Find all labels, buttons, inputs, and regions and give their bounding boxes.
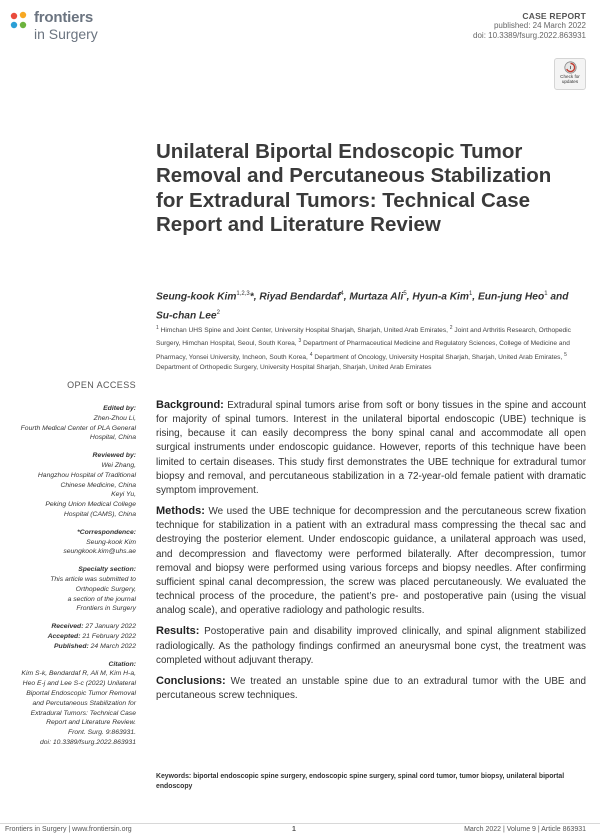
journal-brand: frontiers <box>34 9 94 26</box>
affiliation-text: Department of Pharmaceutical Medicine and Regulatory Sciences, College of Medicine and Pharmacy, Yonsei University, Incheon, South Korea, <box>156 340 570 362</box>
author-separator: , <box>343 291 350 303</box>
accepted-date: Accepted: 21 February 2022 <box>47 632 136 640</box>
sidebar-line: Kim S-k, Bendardaf R, Ali M, Kim H-a, <box>21 670 136 678</box>
footer-divider <box>0 823 600 824</box>
author-name[interactable]: Riyad Bendardaf <box>259 291 341 303</box>
correspondence-label: *Correspondence: <box>77 528 136 536</box>
sidebar-line: seungkook.kim@uhs.ae <box>63 548 136 556</box>
published-date: published: 24 March 2022 <box>493 21 586 30</box>
article-sidebar <box>4 404 136 748</box>
frontiers-logo-icon <box>8 10 30 32</box>
author-affiliation-mark: 1 <box>544 291 548 297</box>
abstract-background: Background: Extradural spinal tumors arise from soft or bony tissues in the spine and account for majority of spinal tumors. Interest in the unilateral biportal endoscopic (UBE) technique is rising, because it can easily decompress the bony spinal canal and accommodate all open surgical instruments under endoscopic guidance. However, reports of this technique have been limited to certain diseases. This study first demonstrates the UBE technique for extradural tumor biopsy and removal, and percutaneous stabilization in a 72-year-old female patient with dramatic symptom improvement. <box>156 399 586 496</box>
reviewed-by-label: Reviewed by: <box>92 452 136 460</box>
sidebar-line: Chinese Medicine, China <box>60 481 136 489</box>
citation <box>4 669 136 747</box>
sidebar-line: Front. Surg. 9:863931. <box>67 729 136 737</box>
affiliation-text: Joint and Arthritis Research, Orthopedic Surgery, Himchan Hospital, Seoul, South Korea, <box>156 327 571 348</box>
affiliation-text: Department of Oncology, University Hospital Sharjah, Sharjah, United Arab Emirates, <box>312 354 565 362</box>
correspondence[interactable] <box>4 538 136 558</box>
author-name[interactable]: Seung-kook Kim <box>156 291 237 303</box>
affiliation-text: Himchan UHS Spine and Joint Center, University Hospital Sharjah, Sharjah, United Arab Emirates, <box>158 327 450 335</box>
abstract-methods: Methods: We used the UBE technique for decompression and the percutaneous screw fixation technique for stabilization in a patient with an extradural mass compressing the thecal sac and destroying the posterior element. Under endoscopic guidance, a unilateral approach was used, and decompression and flavectomy were performed bilaterally. After decompression, tumor removal and biopsy were performed using various forceps and biopsy needles. After confirming sufficient spinal canal decompression, the screw was placed percutaneously. We evaluated the technical process of the procedure, the patient’s pre- and postoperative pain (using the visual analog scale), and operative radiology and pathologic results. <box>156 505 586 617</box>
author-list <box>156 286 586 325</box>
sidebar-line: Frontiers in Surgery <box>76 605 136 613</box>
sidebar-line: Report and Literature Review. <box>46 719 136 727</box>
sidebar-line: Extradural Tumors: Technical Case <box>30 709 136 717</box>
sidebar-line: Orthopedic Surgery, <box>75 585 136 593</box>
article-type: CASE REPORT <box>522 11 586 21</box>
article-header-info <box>366 11 586 41</box>
sidebar-line: Biportal Endoscopic Tumor Removal <box>26 689 136 697</box>
sidebar-line: Seung-kook Kim <box>86 538 136 546</box>
sidebar-line: Keyi Yu, <box>111 491 136 499</box>
author-name[interactable]: Hyun-a Kim <box>412 291 469 303</box>
article-title: Unilateral Biportal Endoscopic Tumor Removal and Percutaneous Stabilization for Extradural Tumors: Technical Case Report and Literature Review <box>156 140 552 236</box>
author-separator: , <box>472 291 478 303</box>
edited-by <box>4 414 136 443</box>
sidebar-line: Hospital, China <box>89 434 136 442</box>
specialty-section <box>4 575 136 614</box>
open-access-label: OPEN ACCESS <box>67 380 136 390</box>
check-updates-line2: updates <box>561 79 579 84</box>
author-affiliation-mark: 4 <box>340 291 344 297</box>
affiliation-number: 3 <box>298 338 302 345</box>
sidebar-line: Peking Union Medical College <box>45 501 136 509</box>
author-affiliation-mark: 5 <box>403 291 407 297</box>
sidebar-line: Fourth Medical Center of PLA General <box>20 424 136 432</box>
received-date: Received: 27 January 2022 <box>51 623 136 631</box>
author-separator: *, <box>249 291 260 303</box>
author-separator: , <box>406 291 413 303</box>
sidebar-line: Hangzhou Hospital of Traditional <box>37 471 136 479</box>
abstract-results: Results: Postoperative pain and disability improved clinically, and spinal alignment stabilized radiologically. As the pathology findings confirmed an aneurysmal bone cyst, the treatment was completed without adjuvant therapy. <box>156 625 586 666</box>
author-affiliation-mark: 1,2,3 <box>236 291 250 297</box>
sidebar-line: Hospital (CAMS), China <box>63 510 136 518</box>
edited-by-label: Edited by: <box>103 405 136 412</box>
affiliation-number: 5 <box>564 351 567 358</box>
sidebar-line: Heo E-j and Lee S-c (2022) Unilateral <box>22 680 136 688</box>
footer-volume-info: March 2022 | Volume 9 | Article 863931 <box>464 826 586 833</box>
sidebar-line: doi: 10.3389/fsurg.2022.863931 <box>40 738 136 746</box>
published-date-sidebar: Published: 24 March 2022 <box>54 642 136 650</box>
affiliation-text: Department of Orthopedic Surgery, University Hospital Sharjah, Sharjah, United Arab Emirates <box>156 364 432 372</box>
author-affiliation-mark: 1 <box>468 291 473 297</box>
abstract <box>156 398 586 709</box>
affiliation-number: 2 <box>449 325 453 331</box>
sidebar-line: Zhen-Zhou Li, <box>93 414 136 422</box>
check-updates-icon <box>564 61 577 74</box>
author-separator: and <box>547 291 569 303</box>
check-for-updates-button[interactable] <box>554 58 586 90</box>
check-updates-line1: Check for <box>560 74 580 79</box>
page-footer <box>0 826 600 838</box>
author-name[interactable]: Eun-jung Heo <box>477 291 545 303</box>
citation-label: Citation: <box>108 660 136 668</box>
affiliations <box>156 323 586 374</box>
abstract-conclusions: Conclusions: We treated an unstable spine due to an extradural tumor with the UBE and percutaneous screw techniques. <box>156 674 586 701</box>
specialty-section-label: Specialty section: <box>78 566 136 574</box>
sidebar-line: This article was submitted to <box>50 575 136 583</box>
sidebar-line: Wei Zhang, <box>101 461 136 469</box>
affiliation-number: 4 <box>309 351 313 358</box>
journal-logo <box>8 8 118 44</box>
sidebar-line: a section of the journal <box>67 595 136 603</box>
author-affiliation-mark: 2 <box>216 310 220 317</box>
journal-section: in Surgery <box>34 26 98 42</box>
author-name[interactable]: Murtaza Ali <box>349 291 404 303</box>
page-number: 1 <box>292 826 296 833</box>
author-name[interactable]: Su-chan Lee <box>156 310 217 322</box>
footer-journal-link[interactable]: Frontiers in Surgery | www.frontiersin.org <box>5 826 132 833</box>
sidebar-line: and Percutaneous Stabilization for <box>32 699 136 707</box>
article-doi[interactable]: doi: 10.3389/fsurg.2022.863931 <box>473 31 586 40</box>
keywords: Keywords: biportal endoscopic spine surgery, endoscopic spine surgery, spinal cord tumor, tumor biopsy, unilateral biportal endoscopy <box>156 773 565 790</box>
reviewed-by <box>4 461 136 520</box>
affiliation-number: 1 <box>156 325 159 331</box>
